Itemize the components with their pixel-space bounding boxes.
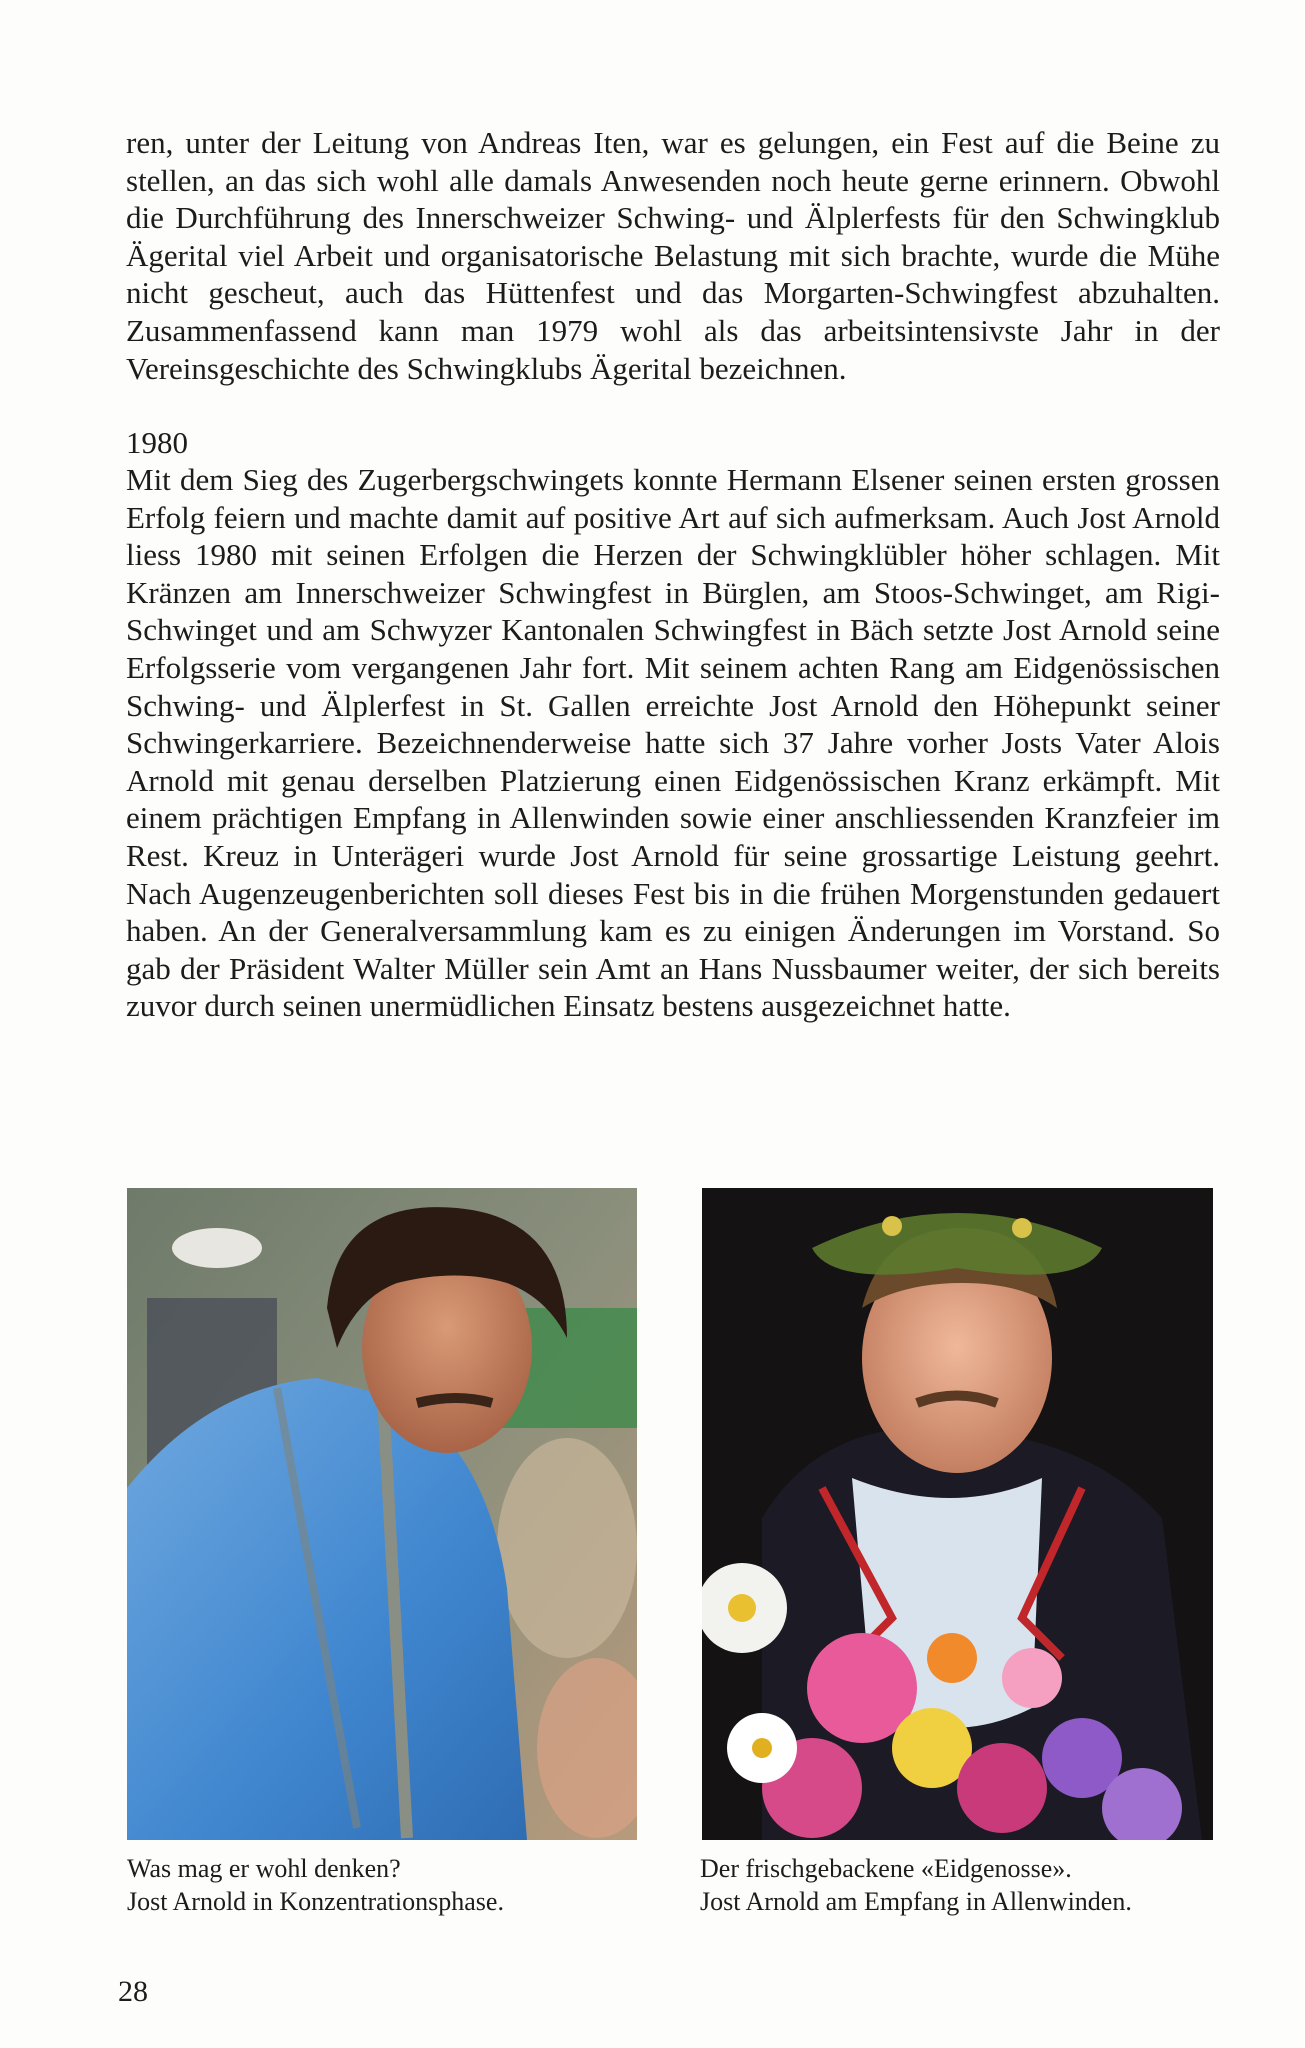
photo-jost-arnold-reception <box>702 1188 1213 1840</box>
page-number: 28 <box>118 1975 148 2008</box>
caption-left <box>127 1852 504 1918</box>
caption-right-line-1: Der frischgebackene «Eidgenosse». <box>700 1854 1072 1883</box>
paragraph-1980: Mit dem Sieg des Zugerbergschwingets konnte Hermann Elsener seinen ersten grossen Erfolg feiern und machte damit auf positive Art auf sich aufmerksam. Auch Jost Arnold liess 1980 mit seinen Erfolgen die Herzen der Schwingklübler höher schlagen. Mit Kränzen am Innerschweizer Schwingfest in Bürglen, am Stoos-Schwinget, am Rigi-Schwinget und am Schwyzer Kantonalen Schwingfest in Bäch setzte Jost Arnold seine Erfolgsserie vom vergangenen Jahr fort. Mit seinem achten Rang am Eidgenössischen Schwing- und Älplerfest in St. Gallen erreichte Jost Arnold den Höhepunkt seiner Schwingerkarriere. Bezeichnenderweise hatte sich 37 Jahre vorher Josts Vater Alois Arnold mit genau derselben Platzierung einen Eidgenössischen Kranz erkämpft. Mit einem prächtigen Empfang in Allenwinden sowie einer anschliessenden Kranzfeier im Rest. Kreuz in Unterägeri wurde Jost Arnold für seine grossartige Leistung geehrt. Nach Augenzeugenberichten soll dieses Fest bis in die frühen Morgenstunden gedauert haben. An der Generalversammlung kam es zu einigen Änderungen im Vorstand. So gab der Präsident Walter Müller sein Amt an Hans Nussbaumer weiter, der sich bereits zuvor durch seinen unermüdlichen Einsatz bestens ausgezeichnet hatte. <box>126 462 1220 1024</box>
caption-right-line-2: Jost Arnold am Empfang in Allenwinden. <box>700 1887 1132 1916</box>
photo-left-illustration <box>127 1188 637 1840</box>
body-text-1980 <box>126 461 1220 1025</box>
caption-right <box>700 1852 1132 1918</box>
body-text-1979 <box>126 124 1220 387</box>
caption-left-line-1: Was mag er wohl denken? <box>127 1854 401 1883</box>
section-heading-1980: 1980 <box>126 425 188 460</box>
photo-jost-arnold-concentrating <box>127 1188 637 1840</box>
caption-left-line-2: Jost Arnold in Konzentrationsphase. <box>127 1887 504 1916</box>
photo-right-illustration <box>702 1188 1213 1840</box>
paragraph-1979-conclusion: ren, unter der Leitung von Andreas Iten, war es gelungen, ein Fest auf die Beine zu stellen, an das sich wohl alle damals Anwesenden noch heute gerne erinnern. Obwohl die Durchführung des Innerschweizer Schwing- und Älplerfests für den Schwingklub Ägerital viel Arbeit und organisatorische Belastung mit sich brachte, wurde die Mühe nicht gescheut, auch das Hüttenfest und das Morgarten-Schwingfest abzuhalten. Zusammenfassend kann man 1979 wohl als das arbeitsintensivste Jahr in der Vereinsgeschichte des Schwingklubs Ägerital bezeichnen. <box>126 125 1220 386</box>
